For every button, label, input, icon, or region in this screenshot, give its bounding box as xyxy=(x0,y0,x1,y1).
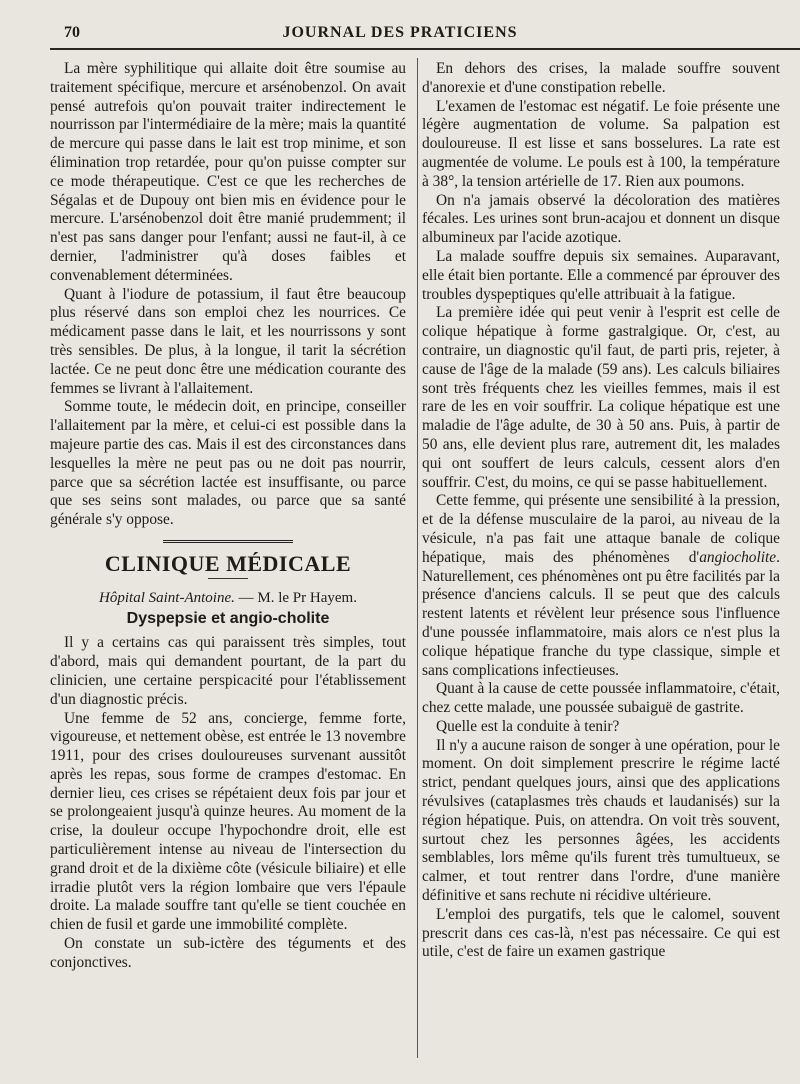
column-divider xyxy=(417,58,418,1058)
page-number: 70 xyxy=(64,24,80,41)
header-rule xyxy=(50,48,800,50)
paragraph xyxy=(422,492,780,680)
paragraph: Quelle est la conduite à tenir? xyxy=(436,717,620,735)
text-run: . Naturellement, ces phénomènes ont pu être facilités par la présence d'anciens calculs. Il se peut que des calculs restent latents et révèlent leur présence sous l'influence d'une poussée inflammatoire, mais alors ce n'est plus la colique hépatique franche du type classique, simple et sans complications infectieuses. xyxy=(422,548,780,679)
byline-hospital: Hôpital Saint-Antoine. xyxy=(99,589,235,606)
italic-term: angiocholite xyxy=(699,548,777,566)
right-column xyxy=(422,60,780,962)
paragraph: L'emploi des purgatifs, tels que le calomel, souvent prescrit dans ces cas-là, n'est pas nécessaire. Ce qui est utile, c'est de faire un examen gastrique xyxy=(422,905,780,961)
article-title: Dyspepsie et angio-cholite xyxy=(126,609,330,627)
paragraph: L'examen de l'estomac est négatif. Le foie présente une légère augmentation de volume. Sa palpation est douloureuse. Il est lisse et sans bosselures. La rate est augmentée de volume. Le pouls est à 100, la température à 38°, la tension artérielle de 17. Rien aux poumons. xyxy=(422,97,780,190)
paragraph: Il y a certains cas qui paraissent très simples, tout d'abord, mais qui demandent pourtant, de la part du clinicien, une certaine perspicacité pour l'établissement d'un diagnostic précis. xyxy=(50,634,406,708)
paragraph: La mère syphilitique qui allaite doit être soumise au traitement spécifique, mercure et arsénobenzol. On avait pensé autrefois qu'on pouvait traiter indirectement le nourrisson par l'intermédiaire de la mère; mais la quantité de mercure qui passe dans le lait est trop minime, et son élimination trop retardée, pour qu'on puisse compter sur ce mode thérapeutique. C'est ce que les recherches de Ségalas et de Dupouy ont bien mis en évidence pour le mercure. L'arsénobenzol doit être manié prudemment; il n'est pas sans danger pour l'enfant; aussi ne faut-il, à ce dernier, l'administrer qu'à doses faibles et convenablement déterminées. xyxy=(50,60,406,284)
paragraph: Quant à l'iodure de potassium, il faut être beaucoup plus réservé dans son emploi chez les nourrices. Ce médicament passe dans le lait, et les nourrissons y sont très sensibles. De plus, à la longue, il tarit la sécrétion lactée. Ce ne peut donc être une médication courante des femmes se livrant à l'allaitement. xyxy=(50,285,406,397)
page-header xyxy=(0,22,800,48)
paragraph: Somme toute, le médecin doit, en principe, conseiller l'allaitement par la mère, et celui-ci est possible dans la majeure partie des cas. Mais il est des circonstances dans lesquelles la mère ne peut pas ou ne doit pas nourrir, parce que sa sécrétion lactée est insuffisante, ou parce que ses seins sont malades, ou parce que sa santé générale s'y oppose. xyxy=(50,398,406,529)
paragraph: On constate un sub-ictère des téguments et des conjonctives. xyxy=(50,935,406,971)
byline xyxy=(50,589,406,608)
byline-author: — M. le Pr Hayem. xyxy=(234,589,357,606)
section-divider xyxy=(163,540,293,545)
paragraph: La première idée qui peut venir à l'esprit est celle de colique hépatique à forme gastralgique. Or, c'est, au contraire, un diagnostic qu'il faut, de parti pris, rejeter, à cause de l'âge de la malade (59 ans). Les calculs biliaires sont très fréquents chez les vieilles femmes, mais il est rare de les en voir souffrir. La colique hépatique est une maladie de l'âge adulte, de 30 à 50 ans. Puis, à partir de 50 ans, elle devient plus rare, autrement dit, les malades qui ont souffert de leurs calculs, cessent alors d'en souffrir. C'est, du moins, ce qui se passe habituellement. xyxy=(422,304,780,491)
paragraph: On n'a jamais observé la décoloration des matières fécales. Les urines sont brun-acajou et donnent un disque albumineux par l'acide azotique. xyxy=(422,191,780,247)
paragraph: Une femme de 52 ans, concierge, femme forte, vigoureuse, et nettement obèse, est entrée le 13 novembre 1911, pour des crises douloureuses survenant aussitôt après les repas, sous forme de crampes d'estomac. En dernier lieu, ces crises se répétaient deux fois par jour et se prolongeaient jusqu'à quinze heures. Au moment de la crise, la douleur occupe l'hypochondre droit, elle est particulièrement intense au niveau de l'intersection du grand droit et de la dixième côte (vésicule biliaire) et elle irradie plutôt vers la région lombaire que vers l'épaule droite. La malade souffre tant qu'elle se tient couchée en chien de fusil et garde une immobilité complète. xyxy=(50,709,406,934)
section-title: CLINIQUE MÉDICALE xyxy=(104,550,352,576)
journal-title: JOURNAL DES PRATICIENS xyxy=(282,24,518,41)
paragraph: Quant à la cause de cette poussée inflammatoire, c'était, chez cette malade, une poussée subaiguë de gastrite. xyxy=(422,680,780,717)
text-run: Cette femme, qui présente une sensibilité à la pression, et de la défense musculaire de la paroi, au niveau de la vésicule, n'a pas fait une attaque banale de colique hépatique, mais des phénomènes d' xyxy=(422,492,780,566)
paragraph: La malade souffre depuis six semaines. Auparavant, elle était bien portante. Elle a commencé par éprouver des troubles dyspeptiques qu'elle attribuait à la fatigue. xyxy=(422,247,780,303)
paragraph: Il n'y a aucune raison de songer à une opération, pour le moment. On doit simplement prescrire le régime lacté strict, pendant quelques jours, ainsi que des applications révulsives (cataplasmes très chauds et laudanisés) sur la région hépatique. Puis, on attendra. On voit très souvent, surtout chez les personnes âgées, les accidents semblables, lors même qu'ils furent très tumultueux, se calmer, et tout rentrer dans l'ordre, d'une manière définitive et sans rechute ni récidive ultérieure. xyxy=(422,736,780,905)
paragraph: En dehors des crises, la malade souffre souvent d'anorexie et d'une constipation rebelle. xyxy=(422,60,780,96)
left-column xyxy=(50,60,406,973)
title-underline xyxy=(208,578,248,579)
